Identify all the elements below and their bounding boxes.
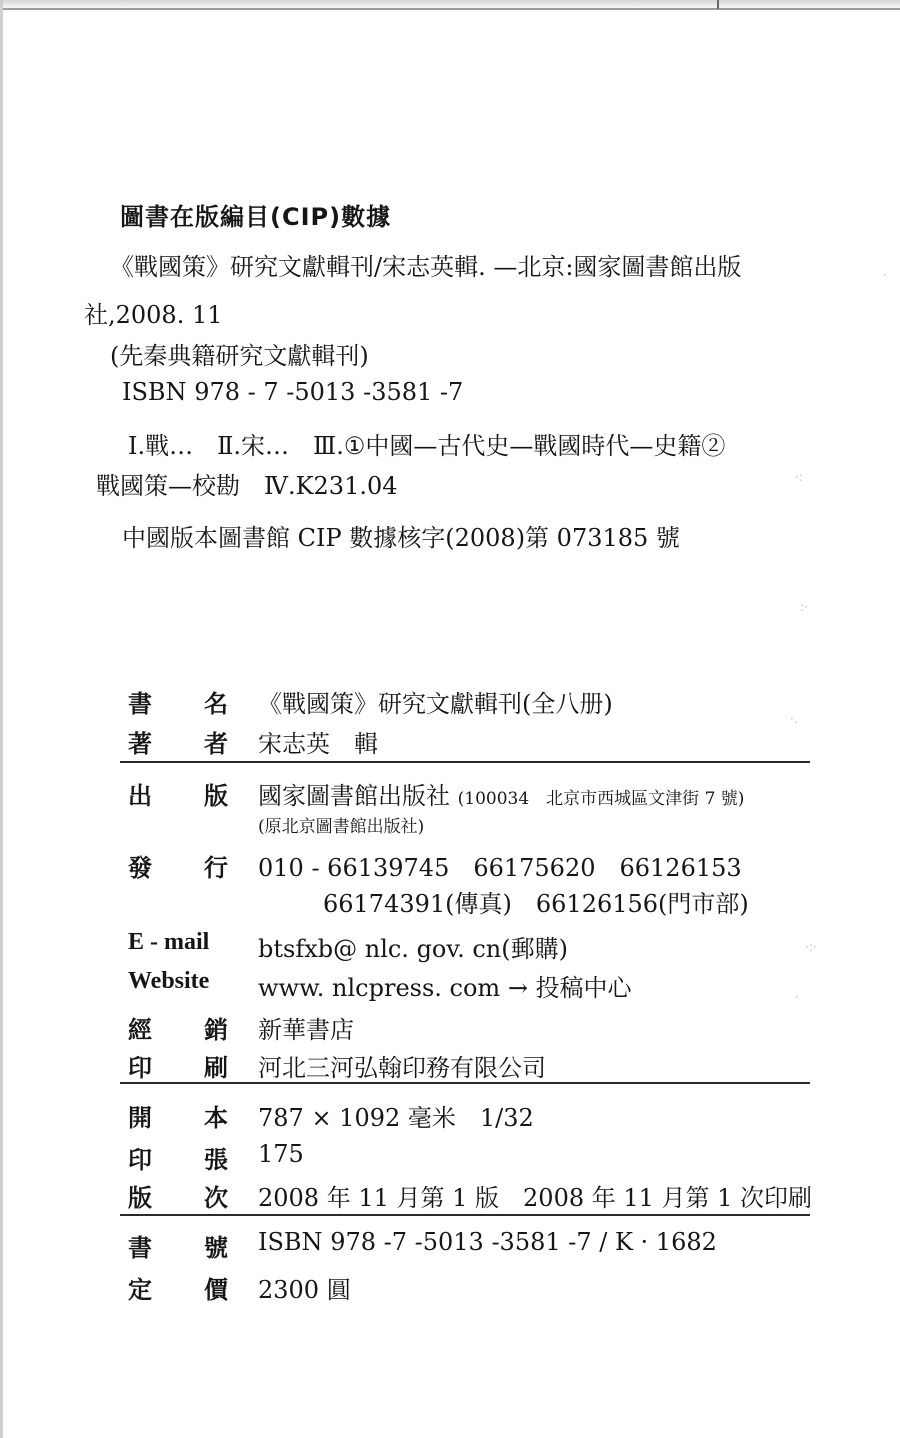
website-label: Website [128, 968, 210, 994]
edition-value: 2008 年 11 月第 1 版 2008 年 11 月第 1 次印刷 [258, 1184, 813, 1212]
dealer-value: 新華書店 [258, 1016, 354, 1044]
label-char: 次 [204, 1184, 228, 1212]
label-char: 者 [204, 730, 228, 758]
label-char: 行 [204, 854, 228, 882]
cip-line-subjects-cont: 戰國策—校勘 Ⅳ.K231.04 [96, 472, 398, 500]
cip-line-isbn: ISBN 978 - 7 -5013 -3581 -7 [122, 378, 464, 406]
scan-speck: ·. [790, 712, 798, 726]
cip-line-record-no: 中國版本圖書館 CIP 數據核字(2008)第 073185 號 [122, 524, 680, 552]
email-label: E - mail [128, 929, 210, 955]
printer-value: 河北三河弘翰印務有限公司 [258, 1054, 546, 1082]
distribution-phones: 010 - 66139745 66175620 66126153 [258, 854, 742, 882]
label-char: 刷 [204, 1054, 228, 1082]
label-char: 發 [128, 854, 152, 882]
cip-heading: 圖書在版編目(CIP)數據 [120, 203, 392, 231]
isbn-value: ISBN 978 -7 -5013 -3581 -7 / K · 1682 [258, 1228, 717, 1256]
divider [120, 761, 810, 763]
label-char: 版 [204, 782, 228, 810]
price-value: 2300 圓 [258, 1276, 351, 1304]
publisher-address: (100034 北京市西城區文津街 7 號) [457, 789, 745, 809]
scan-speck: ·:· [805, 940, 817, 954]
sheets-value: 175 [258, 1140, 304, 1168]
label-char: 張 [204, 1146, 228, 1174]
label-char: 印 [128, 1146, 152, 1174]
cip-line-subjects: Ⅰ.戰… Ⅱ.宋… Ⅲ.①中國—古代史—戰國時代—史籍② [128, 432, 726, 460]
label-char: 號 [204, 1234, 228, 1262]
cip-line-title: 《戰國策》研究文獻輯刊/宋志英輯. —北京:國家圖書館出版 [110, 253, 742, 281]
label-char: 名 [204, 690, 228, 718]
label-char: 著 [128, 730, 152, 758]
label-char: 版 [128, 1184, 152, 1212]
cip-line-publisher: 社,2008. 11 [84, 301, 223, 329]
label-char: 書 [128, 690, 152, 718]
scan-top-line [0, 8, 900, 10]
label-char: 經 [128, 1016, 152, 1044]
divider [120, 1214, 810, 1216]
label-char: 出 [128, 782, 152, 810]
publisher-former-name: (原北京圖書館出版社) [258, 817, 425, 837]
scan-speck: · [883, 268, 887, 282]
divider [120, 1082, 810, 1084]
email-value: btsfxb@ nlc. gov. cn(郵購) [258, 935, 568, 963]
book-author: 宋志英 輯 [258, 730, 378, 758]
scan-left-edge [0, 0, 3, 1438]
book-title: 《戰國策》研究文獻輯刊(全八册) [258, 690, 613, 718]
label-char: 銷 [204, 1016, 228, 1044]
label-char: 印 [128, 1054, 152, 1082]
scan-speck: ·: [795, 470, 803, 484]
website-value: www. nlcpress. com → 投稿中心 [258, 974, 632, 1002]
label-char: 本 [204, 1104, 228, 1132]
label-char: 價 [204, 1276, 228, 1304]
label-char: 開 [128, 1104, 152, 1132]
publisher-name: 國家圖書館出版社 [258, 782, 450, 810]
scan-speck: :· [800, 600, 808, 614]
label-char: 定 [128, 1276, 152, 1304]
scan-tick-mark [717, 0, 719, 9]
format-value: 787 × 1092 毫米 1/32 [258, 1104, 534, 1132]
label-char: 書 [128, 1234, 152, 1262]
scan-speck: · [795, 990, 799, 1004]
cip-line-series: (先秦典籍研究文獻輯刊) [110, 342, 369, 370]
distribution-fax: 66174391(傳真) 66126156(門市部) [323, 890, 749, 918]
